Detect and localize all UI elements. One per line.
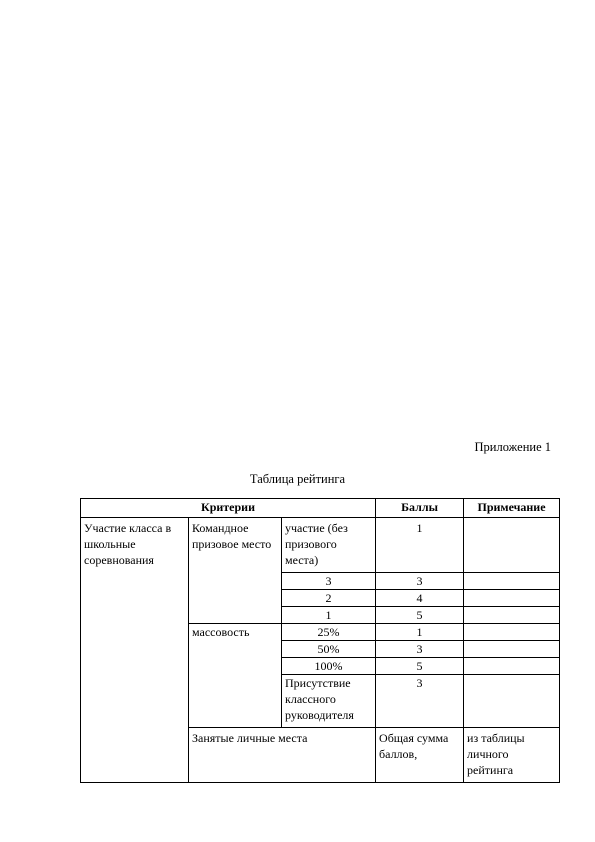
place-3-points-cell: 3 <box>376 573 464 590</box>
note-cell <box>464 518 560 573</box>
table-header-row <box>81 499 560 518</box>
appendix-label: Приложение 1 <box>474 440 551 454</box>
teacher-present-cell: Присутствие классного руководителя <box>282 675 376 728</box>
mass-cell: массовость <box>189 624 282 728</box>
place-2-cell: 2 <box>282 590 376 607</box>
header-criteria: Критерии <box>81 499 376 518</box>
teacher-present-points-cell: 3 <box>376 675 464 728</box>
rating-table <box>80 498 560 783</box>
note-cell <box>464 607 560 624</box>
place-3-cell: 3 <box>282 573 376 590</box>
header-points: Баллы <box>376 499 464 518</box>
group-label-cell: Участие класса в школьные соревнования <box>81 518 189 783</box>
note-cell <box>464 658 560 675</box>
mass-100-cell: 100% <box>282 658 376 675</box>
personal-places-cell: Занятые личные места <box>189 728 376 783</box>
note-cell <box>464 573 560 590</box>
participation-points-cell: 1 <box>376 518 464 573</box>
place-1-points-cell: 5 <box>376 607 464 624</box>
mass-100-points-cell: 5 <box>376 658 464 675</box>
place-2-points-cell: 4 <box>376 590 464 607</box>
participation-cell: участие (без призового места) <box>282 518 376 573</box>
table-title: Таблица рейтинга <box>249 472 346 486</box>
mass-25-cell: 25% <box>282 624 376 641</box>
table-row <box>81 518 560 573</box>
header-note: Примечание <box>464 499 560 518</box>
mass-25-points-cell: 1 <box>376 624 464 641</box>
personal-places-note-cell: из таблицы личного рейтинга <box>464 728 560 783</box>
mass-50-cell: 50% <box>282 641 376 658</box>
personal-places-points-cell: Общая сумма баллов, <box>376 728 464 783</box>
place-1-cell: 1 <box>282 607 376 624</box>
team-place-cell: Командное призовое место <box>189 518 282 624</box>
note-cell <box>464 590 560 607</box>
note-cell <box>464 624 560 641</box>
note-cell <box>464 641 560 658</box>
mass-50-points-cell: 3 <box>376 641 464 658</box>
note-cell <box>464 675 560 728</box>
